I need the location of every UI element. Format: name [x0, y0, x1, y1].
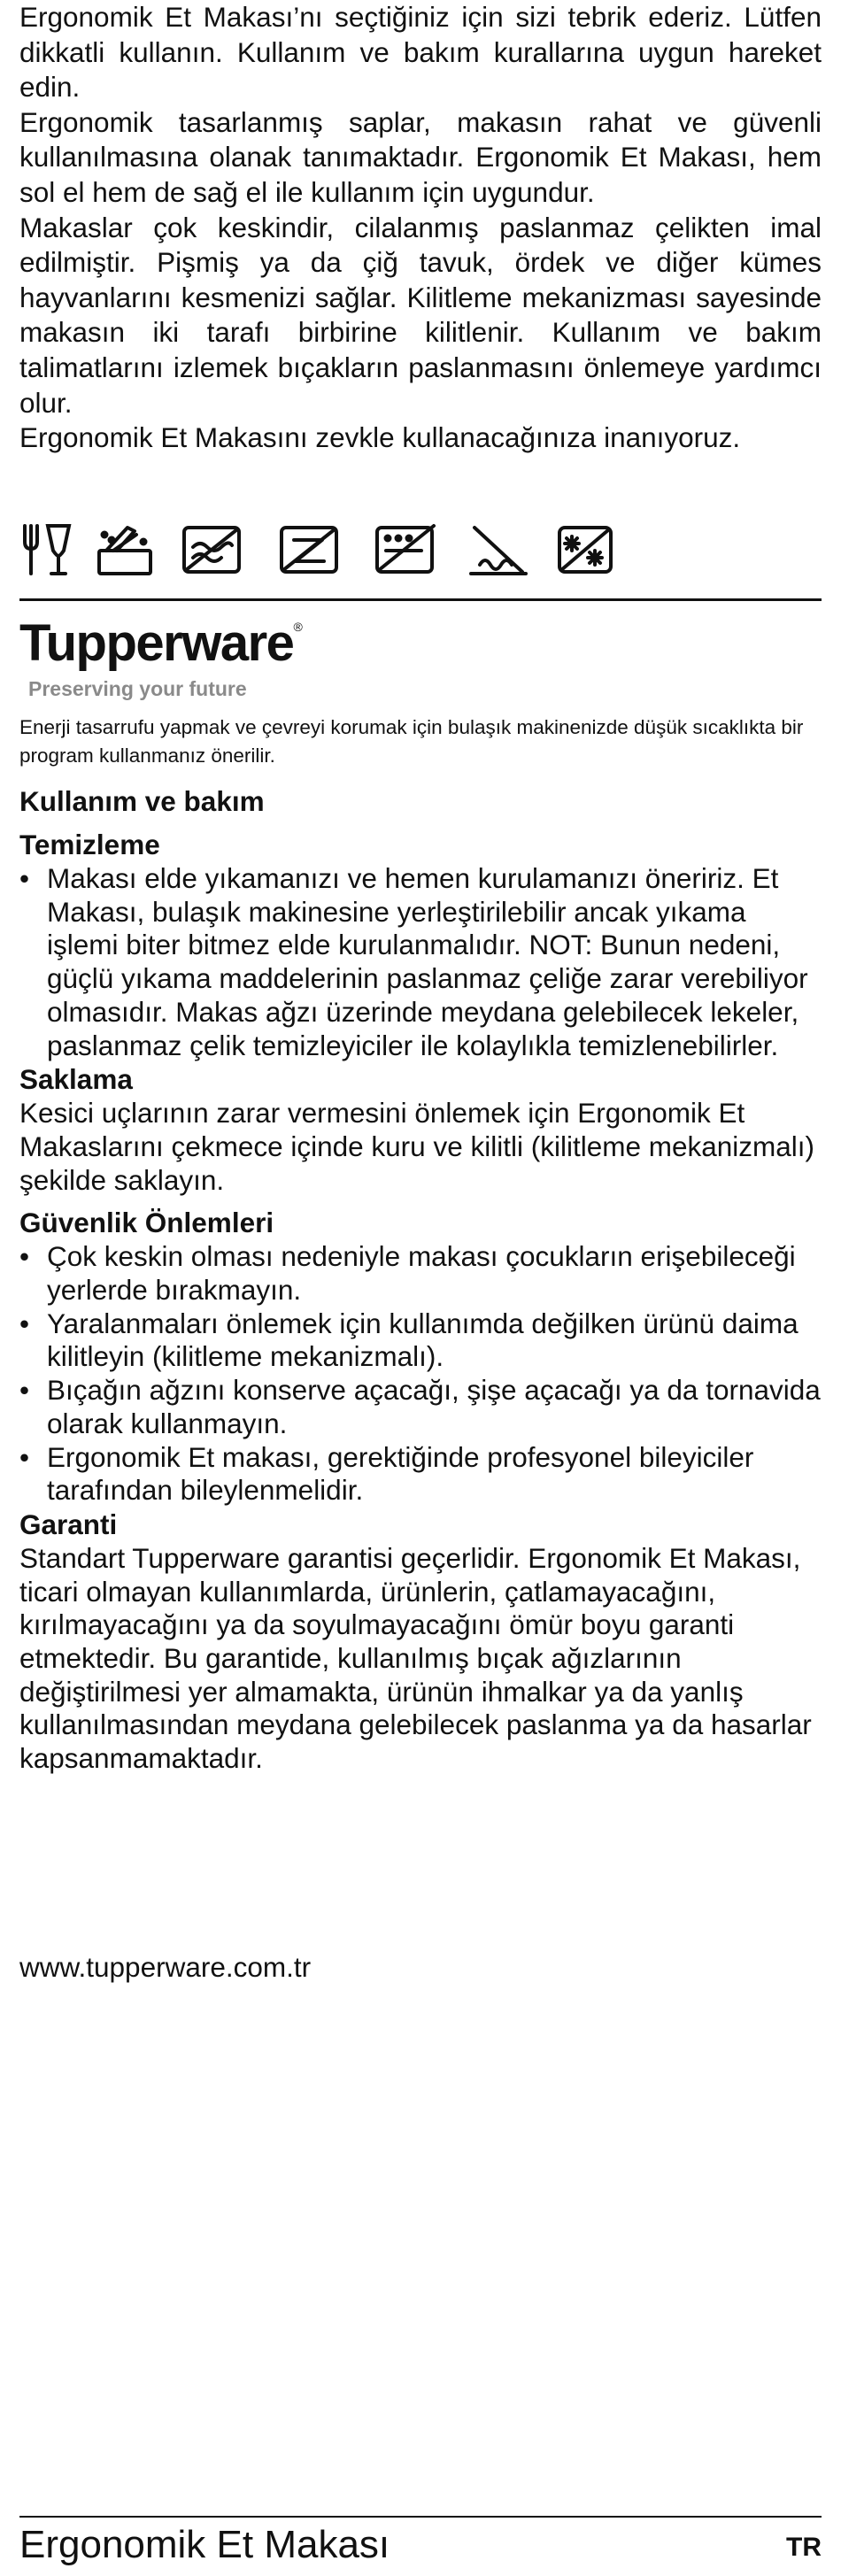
food-safe-icon — [19, 521, 78, 579]
intro-paragraph-2: Ergonomik tasarlanmış saplar, makasın rahat ve güvenli kullanılmasına olanak tanımaktadır. Ergonomik Et Makası, hem sol el hem de sağ el ile kullanım için uygundur. — [19, 105, 822, 208]
list-item: • Yaralanmaları önlemek için kullanımda değilken ürünü daima kilitleyin (kilitleme mekanizmalı). — [19, 1307, 822, 1374]
not-microwave-safe-icon — [181, 521, 243, 579]
care-symbols-row — [19, 521, 822, 579]
safety-heading: Güvenlik Önlemleri — [19, 1207, 274, 1239]
list-item: • Ergonomik Et makası, gerektiğinde profesyonel bileyiciler tarafından bileylenmelidir. — [19, 1441, 822, 1508]
not-oven-safe-icon — [374, 521, 437, 579]
intro-section — [19, 0, 822, 456]
cleaning-list — [19, 862, 822, 1062]
care-heading: Kullanım ve bakım — [19, 785, 265, 817]
footer-title: Ergonomik Et Makası — [19, 2523, 390, 2566]
brand-block — [19, 613, 303, 703]
care-section — [19, 784, 822, 1776]
eco-note: Enerji tasarrufu yapmak ve çevreyi korumak için bulaşık makinenizde düşük sıcaklıkta bir program kullanmanız önerilir. — [19, 716, 804, 767]
footer-divider — [19, 2516, 822, 2518]
list-item: • Bıçağın ağzını konserve açacağı, şişe açacağı ya da tornavida olarak kullanmayın. — [19, 1374, 822, 1440]
dishwasher-safe-icon — [94, 521, 156, 579]
intro-paragraph-4: Ergonomik Et Makasını zevkle kullanacağınıza inanıyoruz. — [19, 421, 741, 454]
language-code: TR — [786, 2533, 822, 2562]
storage-heading: Saklama — [19, 1063, 133, 1096]
not-freezer-safe-icon — [278, 521, 340, 579]
manual-page — [19, 0, 822, 2566]
brand-name: Tupperware — [19, 614, 294, 672]
list-item: • Çok keskin olması nedeniyle makası çocukların erişebileceği yerlerde bırakmayın. — [19, 1240, 822, 1307]
storage-text: Kesici uçlarının zarar vermesini önlemek için Ergonomik Et Makaslarını çekmece içinde kuru ve kilitli (kilitleme mekanizmalı) şekilde saklayın. — [19, 1097, 815, 1196]
warranty-text: Standart Tupperware garantisi geçerlidir. Ergonomik Et Makası, ticari olmayan kullanımlarda, ürünlerin, çatlamayacağını, kırılmayacağını ya da soyulmayacağını ömür boyu garanti etmektedir. Bu garantide, kullanılmış bıçak ağızlarının değiştirilmesi yer almamakta, ürünün ihmalkar ya da yanlış kullanılmasından meydana gelebilecek paslanma ya da hasarlar kapsanmamaktadır. — [19, 1541, 812, 1775]
list-item: • Makası elde yıkamanızı ve hemen kurulamanızı öneririz. Et Makası, bulaşık makinesine yerleştirilebilir ancak yıkama işlemi biter bitmez elde kurulanmalıdır. NOT: Bunun nedeni, güçlü yıkama maddelerinin paslanmaz çeliğe zarar verebiliyor olmasıdır. Makas ağzı üzerinde meydana gelebilecek lekeler, paslanmaz çelik temizleyiciler ile kolaylıkla temizlenebilirler. — [19, 862, 822, 1062]
warranty-heading: Garanti — [19, 1508, 118, 1540]
brand-registered-mark: ® — [293, 620, 303, 634]
website-link[interactable]: www.tupperware.com.tr — [19, 1951, 312, 1983]
divider — [19, 598, 822, 601]
intro-paragraph-3: Makaslar çok keskindir, cilalanmış paslanmaz çelikten imal edilmiştir. Pişmiş ya da çiğ tavuk, ördek ve diğer kümes hayvanlarını kesmenizi sağlar. Kilitleme mekanizması sayesinde makasın iki tarafı birbirine kilitlenir. Kullanım ve bakım talimatlarını izlemek bıçakların paslanmasını önlemeye yardımcı olur. — [19, 211, 822, 419]
brand-tagline: Preserving your future — [28, 677, 247, 700]
intro-paragraph-1: Ergonomik Et Makası’nı seçtiğiniz için sizi tebrik ederiz. Lütfen dikkatli kullanın. Kullanım ve bakım kurallarına uygun hareket edin. — [19, 1, 822, 104]
brand-logo — [19, 613, 303, 675]
cleaning-heading: Temizleme — [19, 829, 160, 860]
not-fridge-safe-icon — [556, 521, 614, 579]
not-heat-safe-icon — [467, 521, 529, 579]
safety-list — [19, 1240, 822, 1508]
